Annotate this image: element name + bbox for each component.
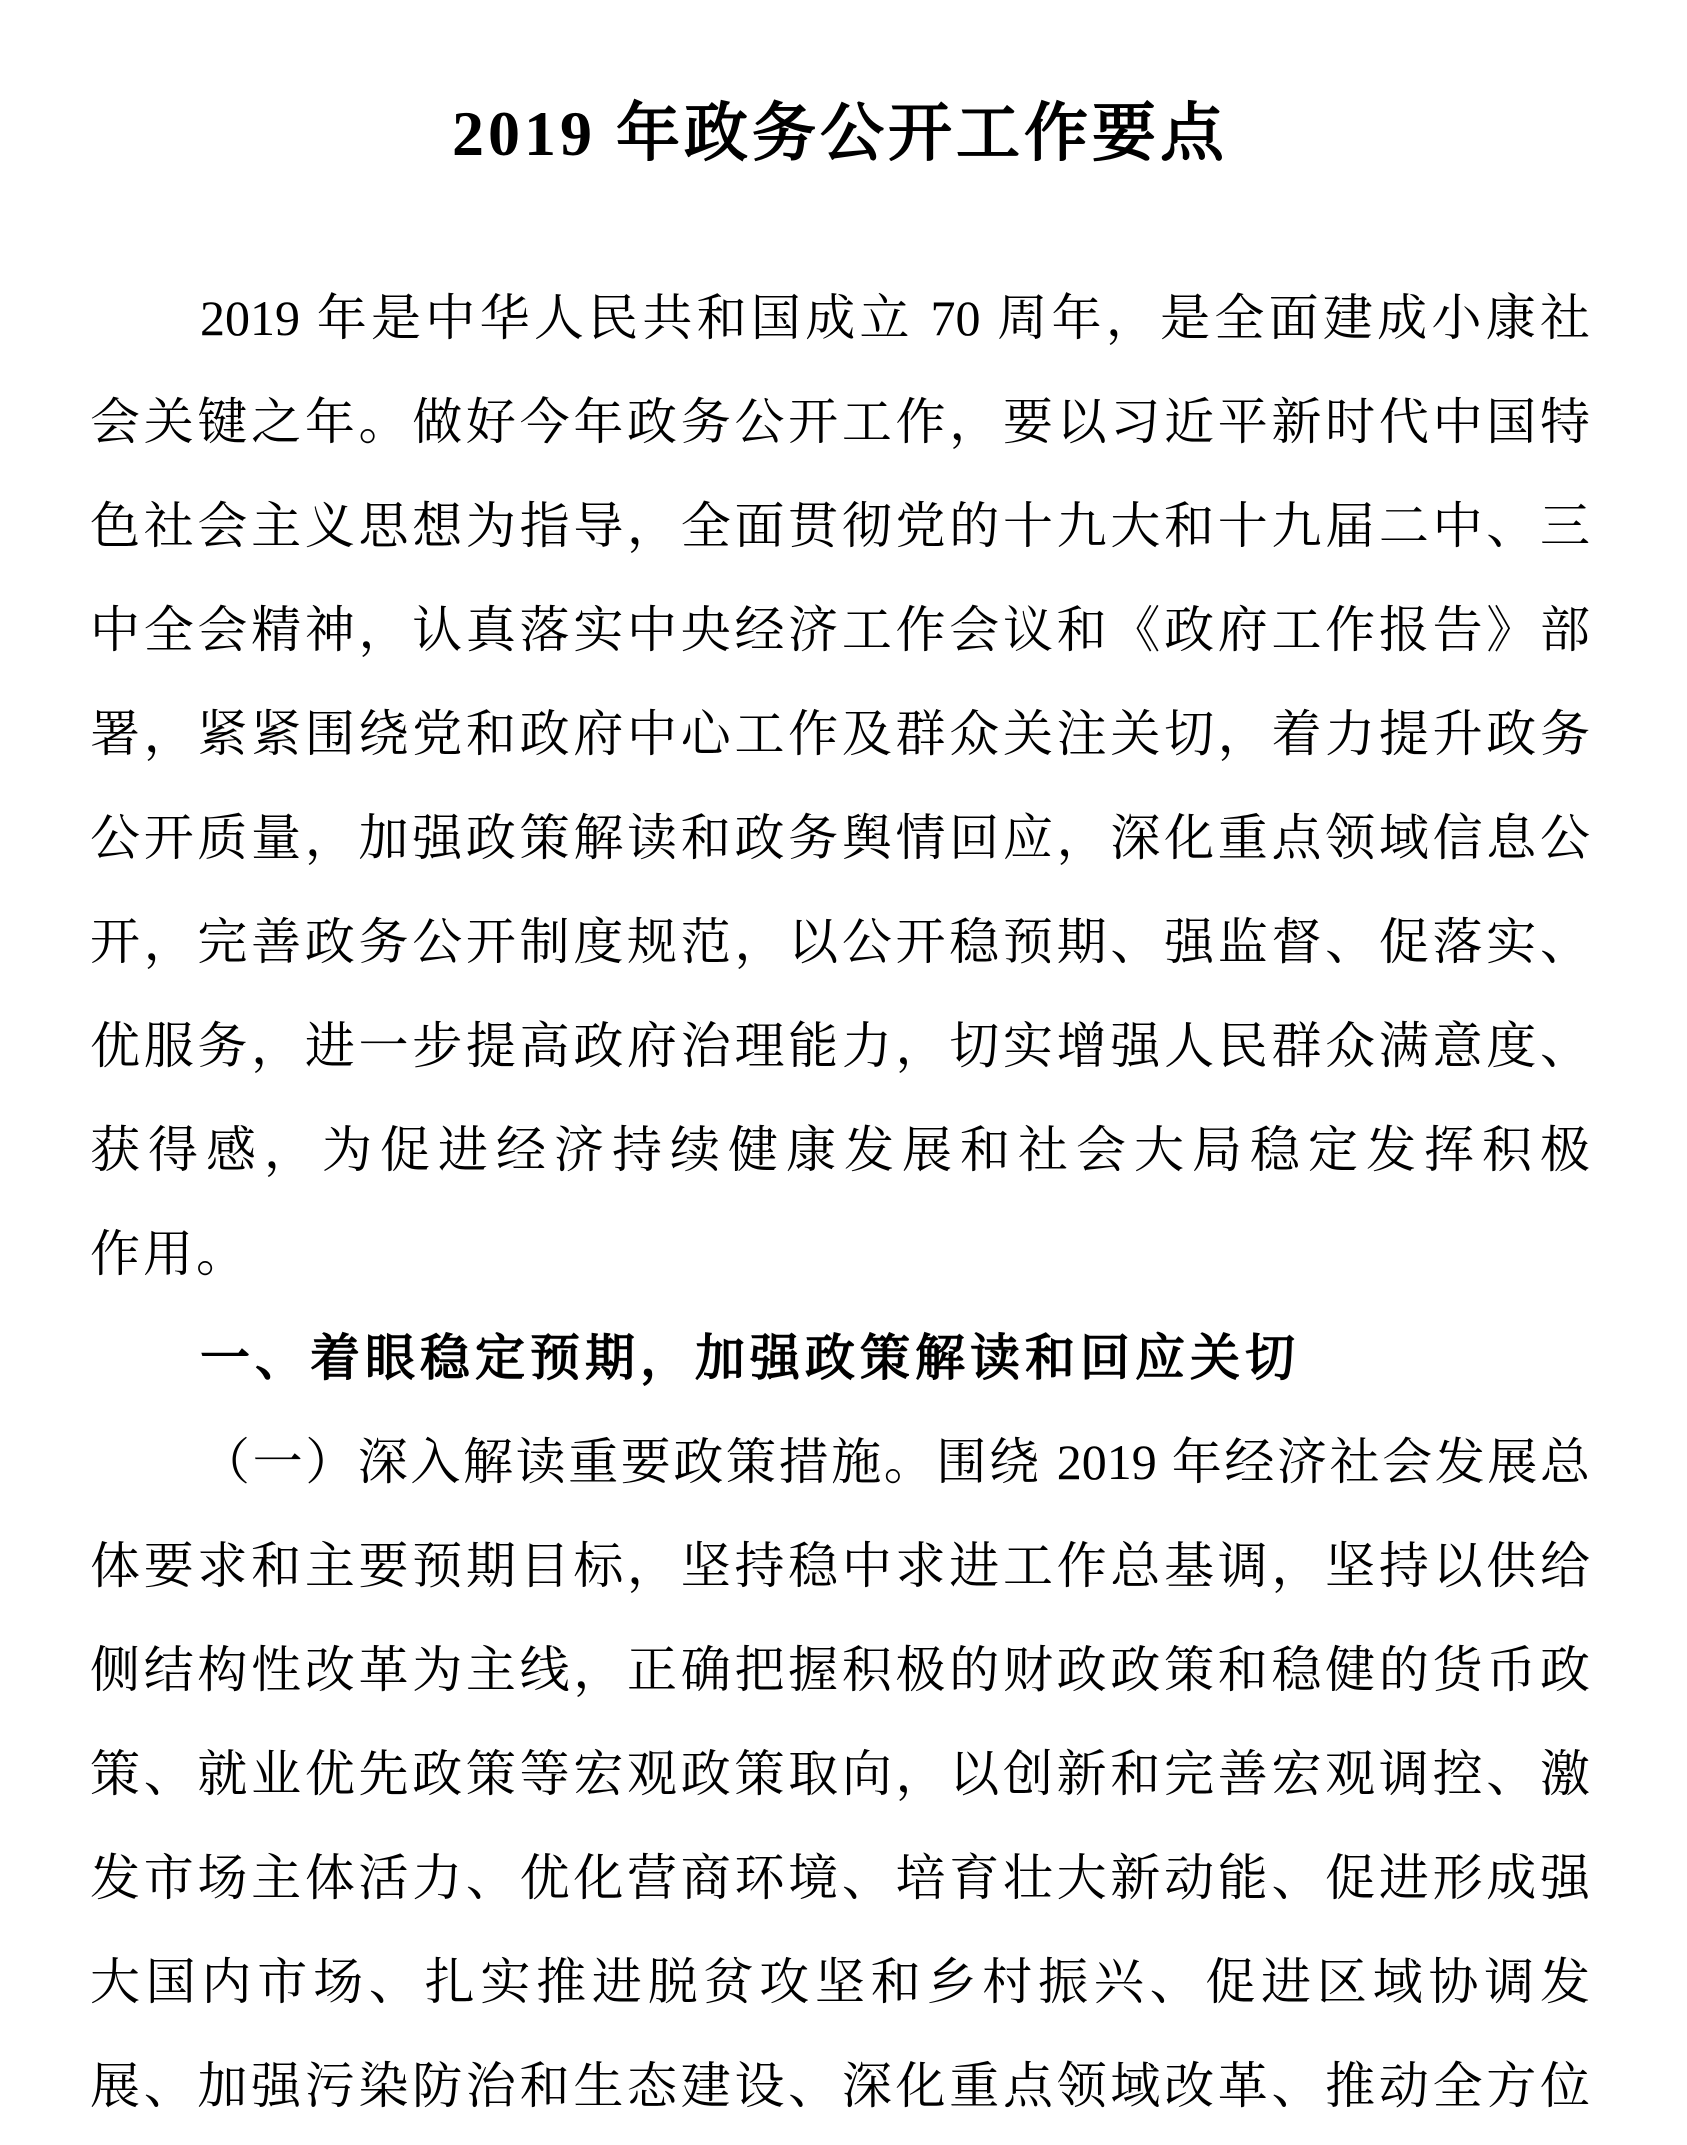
text-line: 策、就业优先政策等宏观政策取向，以创新和完善宏观调控、激 — [90, 1746, 1590, 1802]
text-line: 中全会精神，认真落实中央经济工作会议和《政府工作报告》部 — [90, 602, 1590, 658]
text-line: 侧结构性改革为主线，正确把握积极的财政政策和稳健的货币政 — [90, 1642, 1590, 1698]
text-line: 获得感，为促进经济持续健康发展和社会大局稳定发挥积极 — [90, 1122, 1590, 1178]
section-heading: 一、着眼稳定预期，加强政策解读和回应关切 — [200, 1330, 1300, 1386]
text-line: 作用。 — [90, 1226, 249, 1282]
text-line: 发市场主体活力、优化营商环境、培育壮大新动能、促进形成强 — [90, 1850, 1590, 1906]
text-line: 色社会主义思想为指导，全面贯彻党的十九大和十九届二中、三 — [90, 498, 1590, 554]
text-line: 会关键之年。做好今年政务公开工作，要以习近平新时代中国特 — [90, 394, 1590, 450]
document-body — [90, 266, 1590, 2138]
text-line: 展、加强污染防治和生态建设、深化重点领域改革、推动全方位 — [90, 2058, 1590, 2114]
document-title: 2019 年政务公开工作要点 — [452, 98, 1228, 169]
text-line: 2019 年是中华人民共和国成立 70 周年，是全面建成小康社 — [200, 290, 1590, 346]
text-line: 署，紧紧围绕党和政府中心工作及群众关注关切，着力提升政务 — [90, 706, 1590, 762]
text-line: 公开质量，加强政策解读和政务舆情回应，深化重点领域信息公 — [90, 810, 1590, 866]
text-line: 体要求和主要预期目标，坚持稳中求进工作总基调，坚持以供给 — [90, 1538, 1590, 1594]
text-line: 大国内市场、扎实推进脱贫攻坚和乡村振兴、促进区域协调发 — [90, 1954, 1590, 2010]
text-line: （一）深入解读重要政策措施。围绕 2019 年经济社会发展总 — [200, 1434, 1590, 1490]
text-line: 优服务，进一步提高政府治理能力，切实增强人民群众满意度、 — [90, 1018, 1590, 1074]
text-line: 开，完善政务公开制度规范，以公开稳预期、强监督、促落实、 — [90, 914, 1590, 970]
